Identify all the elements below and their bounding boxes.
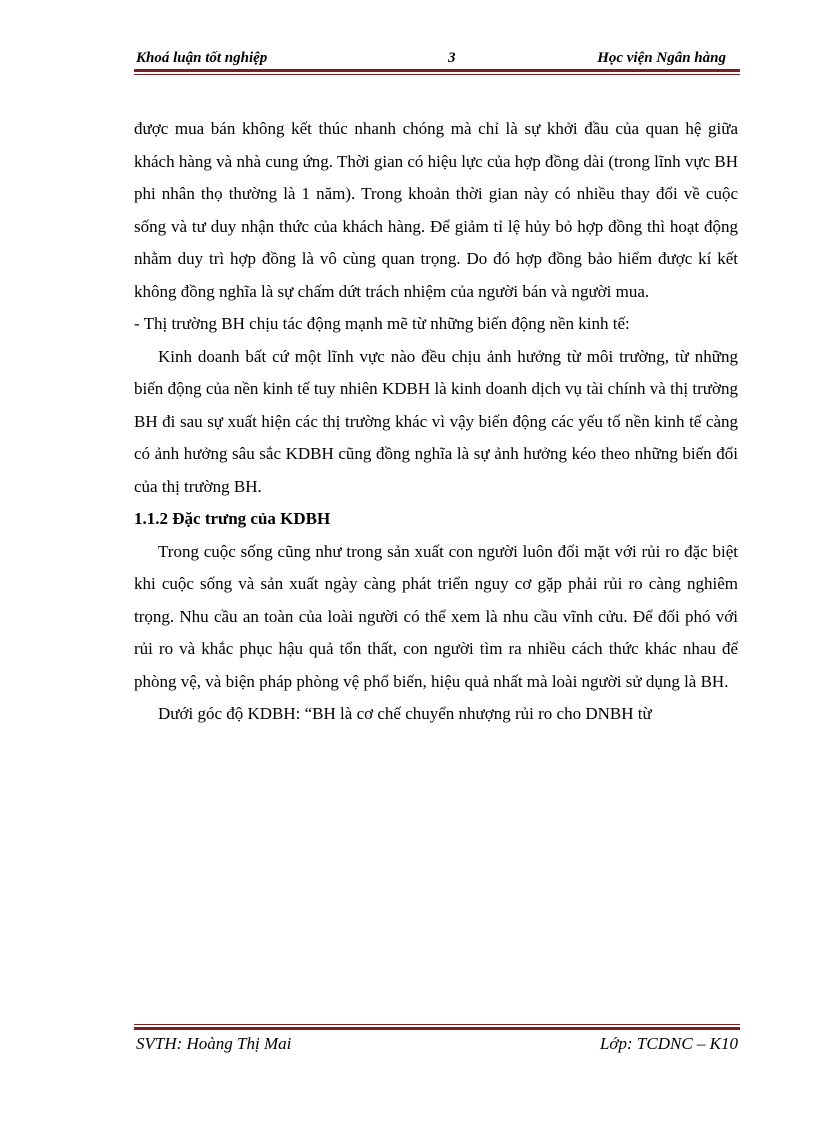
header-rule-thick <box>134 69 740 72</box>
header-rule-thin <box>134 74 740 75</box>
page-header <box>134 48 740 68</box>
header-page-number: 3 <box>448 50 456 66</box>
footer-class: Lớp: TCDNC – K10 <box>599 1034 738 1053</box>
paragraph-risk: Trong cuộc sống cũng như trong sản xuất con người luôn đối mặt với rủi ro đặc biệt khi cuộc sống và sản xuất ngày càng phát triển nguy cơ gặp phải rủi ro càng nghiêm trọng. Nhu cầu an toàn của loài người có thể xem là nhu cầu vĩnh cửu. Để đối phó với rủi ro và khắc phục hậu quả tổn thất, con người tìm ra nhiều cách thức khác nhau để phòng vệ, và biện pháp phòng vệ phổ biến, hiệu quả nhất mà loài người sử dụng là BH. <box>134 541 738 691</box>
bullet-item: - Thị trường BH chịu tác động mạnh mẽ từ những biến động nền kinh tế: <box>134 314 630 333</box>
header-thesis-title: Khoá luận tốt nghiệp <box>136 50 268 66</box>
footer-rule-thin <box>134 1024 740 1025</box>
page-body <box>134 113 738 731</box>
paragraph-market-impact: Kinh doanh bất cứ một lĩnh vực nào đều chịu ảnh hưởng từ môi trường, từ những biến động của nền kinh tế tuy nhiên KDBH là kinh doanh dịch vụ tài chính và thị trường BH đi sau sự xuất hiện các thị trường khác vì vậy biến động các yếu tố nền kinh tế càng có ảnh hưởng sâu sắc KDBH cũng đồng nghĩa là sự ảnh hưởng kéo theo những biến đổi của thị trường BH. <box>134 346 738 496</box>
paragraph-definition: Dưới góc độ KDBH: “BH là cơ chế chuyển nhượng rủi ro cho DNBH từ <box>158 704 652 723</box>
section-heading: 1.1.2 Đặc trưng của KDBH <box>134 509 331 528</box>
header-institution: Học viện Ngân hàng <box>597 50 726 66</box>
footer-rule-thick <box>134 1027 740 1030</box>
page-footer <box>134 1033 740 1057</box>
footer-student: SVTH: Hoàng Thị Mai <box>136 1034 292 1053</box>
paragraph-continued: được mua bán không kết thúc nhanh chóng mà chỉ là sự khởi đầu của quan hệ giữa khách hàng và nhà cung ứng. Thời gian có hiệu lực của hợp đồng dài (trong lĩnh vực BH phi nhân thọ thường là 1 năm). Trong khoản thời gian này có nhiều thay đổi về cuộc sống và tư duy nhận thức của khách hàng. Để giảm tỉ lệ hủy bỏ hợp đồng thì hoạt động nhằm duy trì hợp đồng là vô cùng quan trọng. Do đó hợp đồng bảo hiểm được kí kết không đồng nghĩa là sự chấm dứt trách nhiệm của người bán và người mua. <box>134 119 738 301</box>
